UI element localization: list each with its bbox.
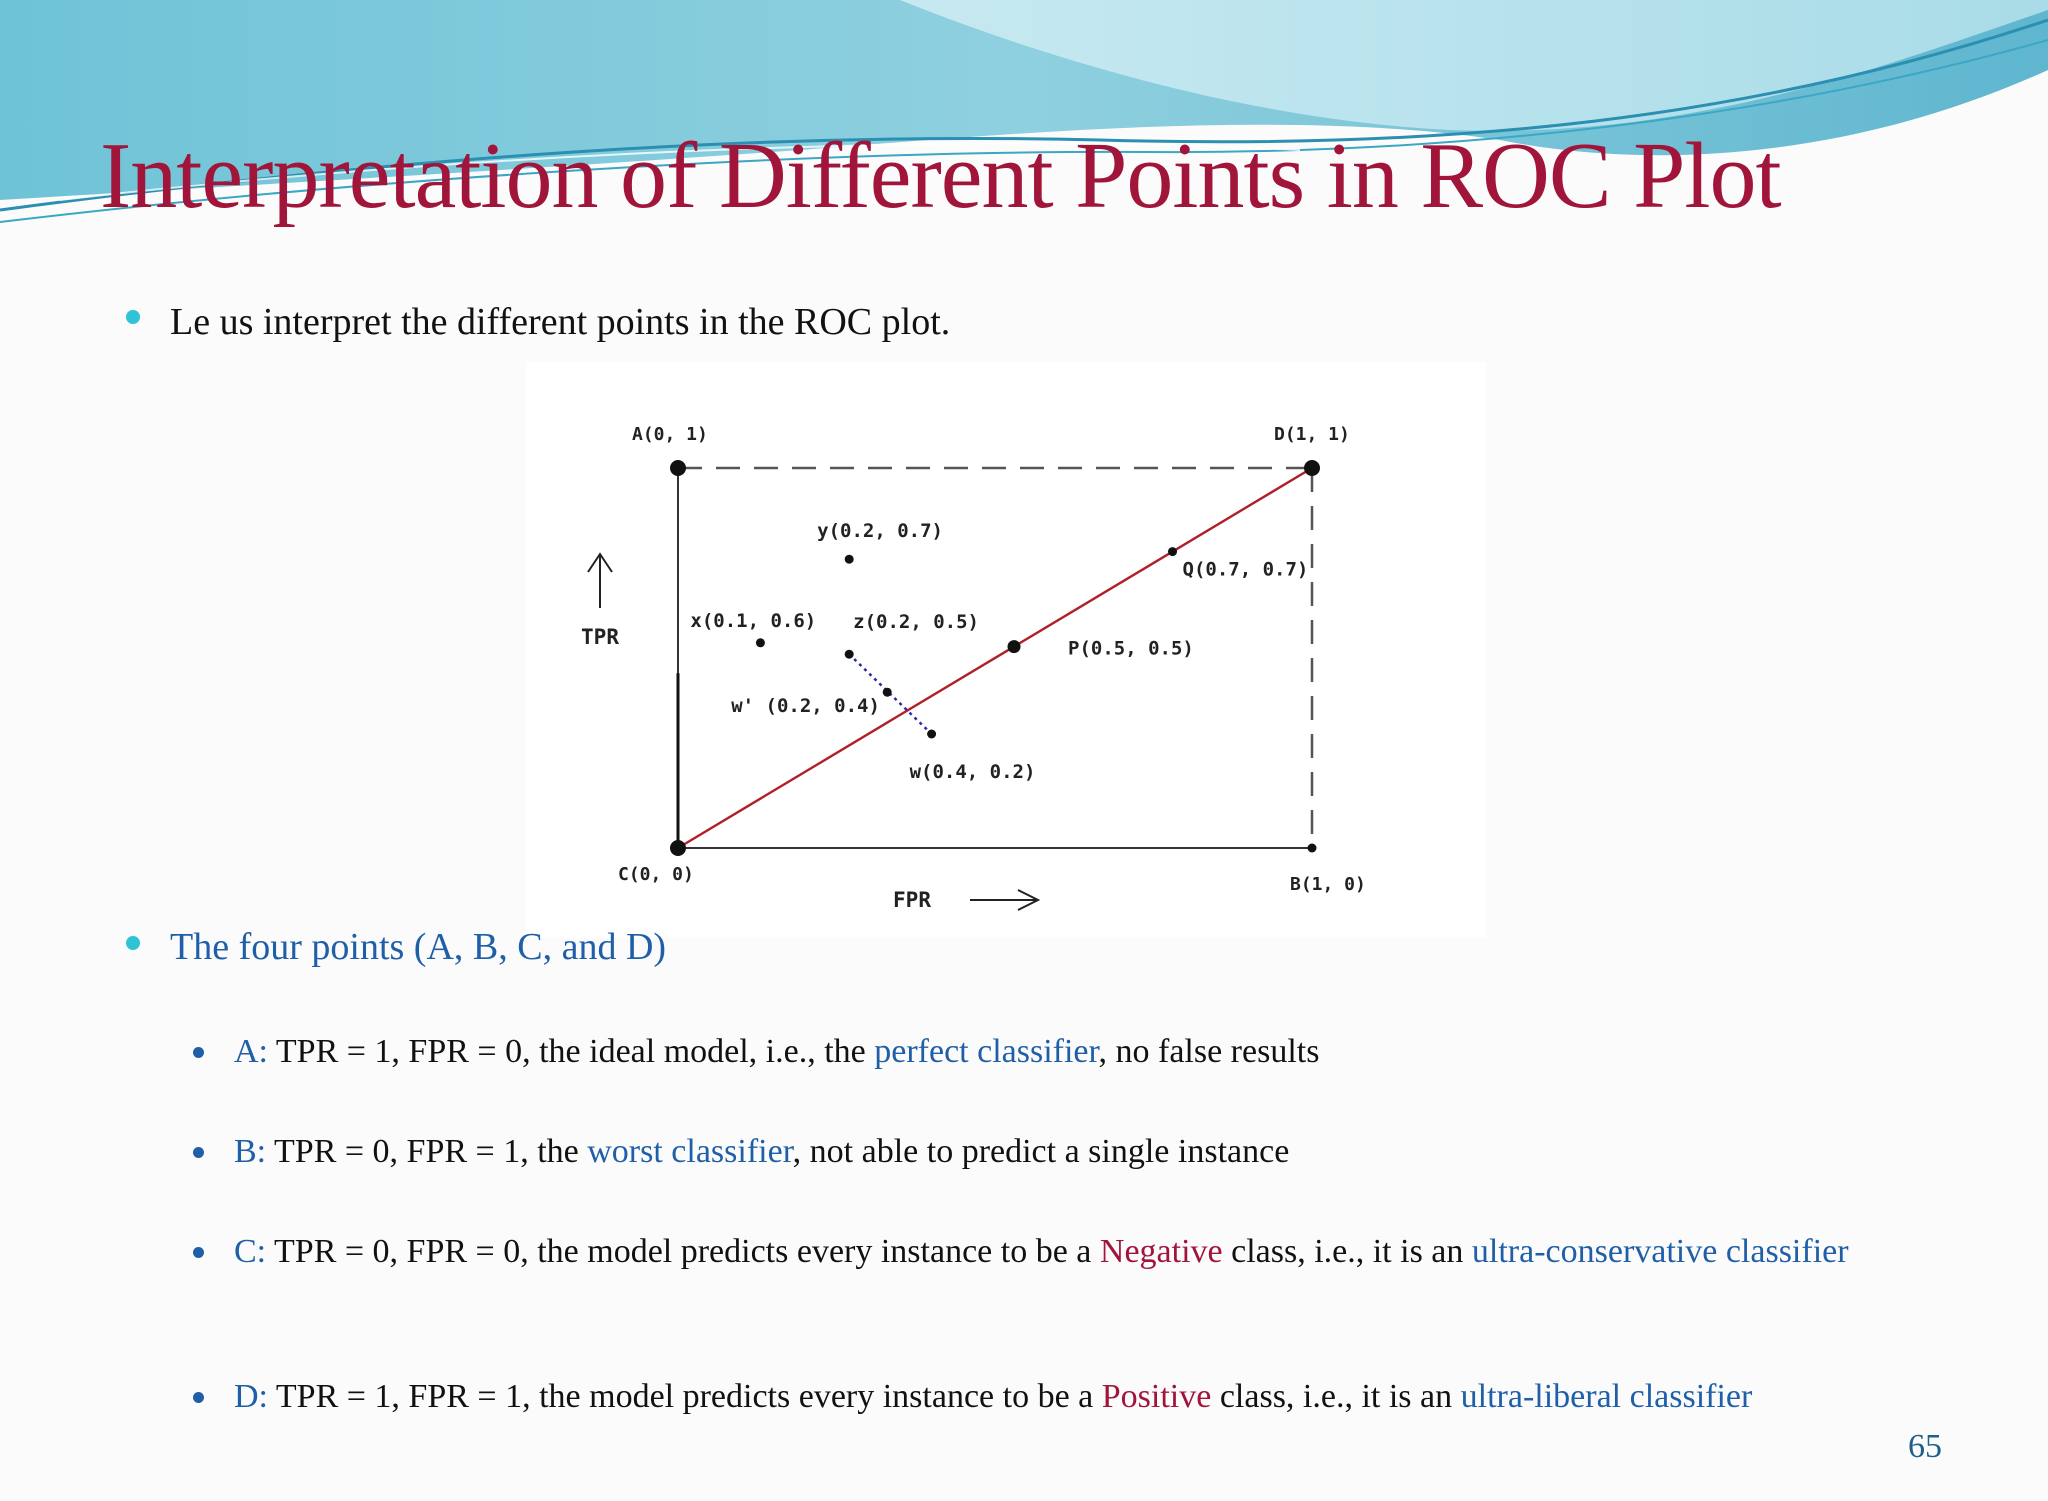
point-label: y(0.2, 0.7) bbox=[817, 520, 944, 543]
point-marker bbox=[845, 555, 854, 564]
point-marker bbox=[1308, 844, 1317, 853]
item-text: TPR = 0, FPR = 1, the bbox=[266, 1133, 588, 1170]
roc-plot-svg bbox=[526, 362, 1486, 938]
point-description-c bbox=[234, 1230, 1874, 1274]
line-diagonal bbox=[678, 468, 1312, 848]
tpr-axis-arrow bbox=[588, 554, 612, 608]
classifier-type: worst classifier bbox=[587, 1133, 793, 1170]
item-text: TPR = 0, FPR = 0, the model predicts every instance to be a bbox=[266, 1233, 1100, 1270]
point-description-d bbox=[234, 1375, 1874, 1419]
fpr-axis-arrow bbox=[970, 890, 1038, 910]
x-axis-label: FPR bbox=[893, 888, 931, 912]
classifier-type: ultra-liberal classifier bbox=[1460, 1378, 1753, 1415]
point-marker bbox=[883, 688, 892, 697]
point-label: D(1, 1) bbox=[1274, 424, 1350, 445]
point-marker bbox=[1008, 640, 1021, 653]
bullet-dot bbox=[126, 936, 140, 950]
item-text: class, i.e., it is an bbox=[1211, 1378, 1461, 1415]
item-key: D: bbox=[234, 1378, 268, 1415]
item-text: TPR = 1, FPR = 0, the ideal model, i.e., the bbox=[268, 1033, 875, 1070]
class-word: Positive bbox=[1101, 1378, 1212, 1415]
point-label: P(0.5, 0.5) bbox=[1068, 637, 1194, 660]
sub-bullet-dot bbox=[193, 1147, 204, 1158]
bullet-dot bbox=[126, 310, 140, 324]
point-label: B(1, 0) bbox=[1290, 874, 1366, 895]
point-marker bbox=[1168, 547, 1177, 556]
point-label: w(0.4, 0.2) bbox=[909, 761, 1036, 783]
item-key: B: bbox=[234, 1133, 267, 1170]
roc-plot bbox=[526, 362, 1486, 938]
sub-bullet-dot bbox=[193, 1047, 204, 1058]
item-key: A: bbox=[234, 1033, 268, 1070]
sub-bullet-dot bbox=[193, 1392, 204, 1403]
intro-text: Le us interpret the different points in the ROC plot. bbox=[170, 301, 951, 343]
point-label: z(0.2, 0.5) bbox=[853, 611, 980, 634]
item-text: , no false results bbox=[1098, 1033, 1320, 1070]
point-description-b bbox=[234, 1130, 1874, 1174]
page-number: 65 bbox=[1908, 1428, 1942, 1465]
point-marker bbox=[1304, 460, 1320, 476]
point-label: w' (0.2, 0.4) bbox=[731, 695, 880, 718]
item-text: class, i.e., it is an bbox=[1222, 1233, 1472, 1270]
sub-bullet-dot bbox=[193, 1247, 204, 1258]
point-label: x(0.1, 0.6) bbox=[690, 609, 817, 632]
classifier-type: ultra-conservative classifier bbox=[1471, 1233, 1849, 1270]
point-marker bbox=[670, 460, 686, 476]
point-marker bbox=[670, 840, 686, 856]
y-axis-label: TPR bbox=[581, 625, 619, 649]
point-marker bbox=[756, 638, 765, 647]
point-label: C(0, 0) bbox=[618, 864, 694, 885]
item-key: C: bbox=[234, 1233, 267, 1270]
class-word: Negative bbox=[1099, 1233, 1223, 1270]
classifier-type: perfect classifier bbox=[874, 1033, 1099, 1070]
four-points-heading: The four points (A, B, C, and D) bbox=[170, 926, 667, 968]
slide-title: Interpretation of Different Points in ROC Plot bbox=[100, 124, 1781, 228]
point-description-a bbox=[234, 1030, 1874, 1074]
item-text: TPR = 1, FPR = 1, the model predicts every instance to be a bbox=[268, 1378, 1102, 1415]
point-marker bbox=[927, 730, 936, 739]
point-marker bbox=[845, 650, 854, 659]
point-label: A(0, 1) bbox=[632, 424, 708, 445]
item-text: , not able to predict a single instance bbox=[792, 1133, 1290, 1170]
point-label: Q(0.7, 0.7) bbox=[1182, 558, 1309, 581]
